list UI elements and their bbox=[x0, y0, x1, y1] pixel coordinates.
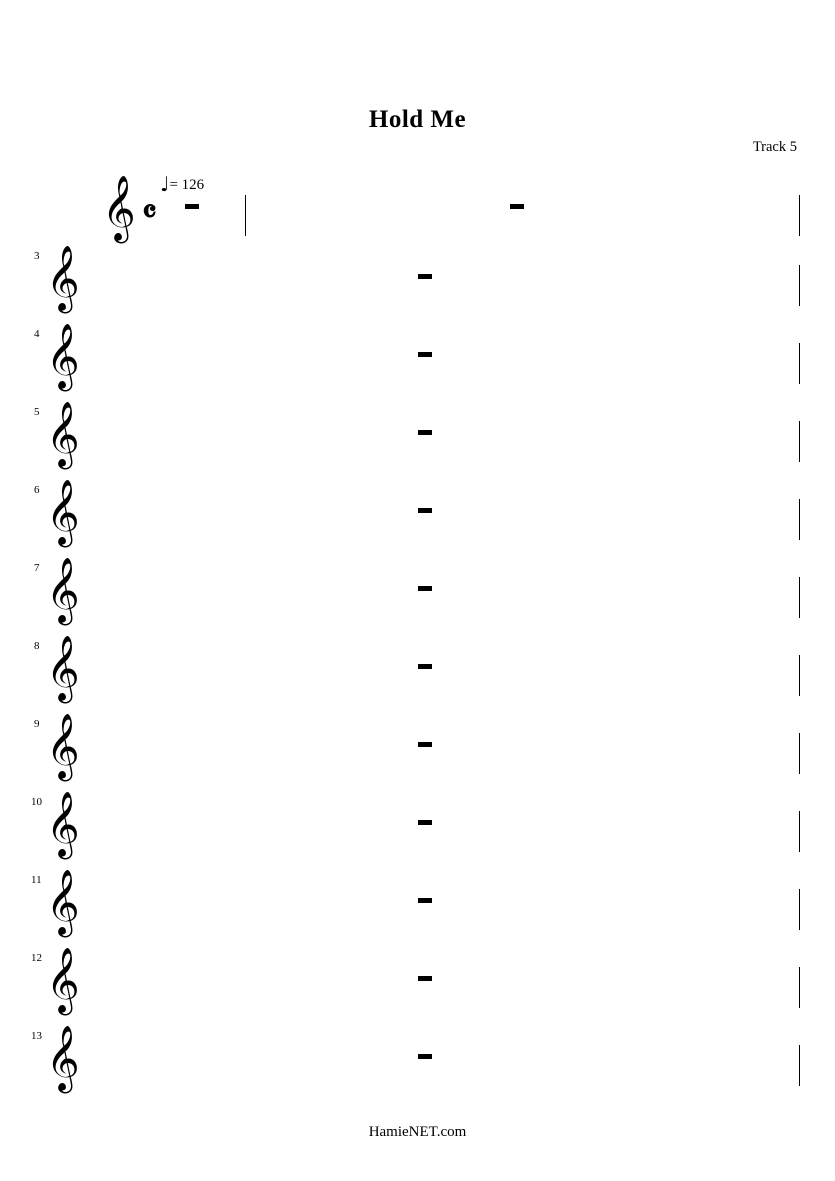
tempo-value: = 126 bbox=[169, 177, 205, 193]
treble-clef-icon: 𝄞 bbox=[46, 1025, 80, 1091]
whole-rest bbox=[418, 508, 432, 513]
barline bbox=[799, 967, 800, 1008]
whole-rest bbox=[418, 742, 432, 747]
treble-clef-icon: 𝄞 bbox=[46, 635, 80, 701]
measure-number: 12 bbox=[31, 952, 42, 964]
treble-clef-icon: 𝄞 bbox=[46, 323, 80, 389]
whole-rest bbox=[418, 352, 432, 357]
quarter-note-icon: ♩ bbox=[160, 172, 170, 196]
footer-watermark: HamieNET.com bbox=[368, 1124, 467, 1140]
whole-rest bbox=[418, 274, 432, 279]
treble-clef-icon: 𝄞 bbox=[46, 713, 80, 779]
measure-number: 7 bbox=[34, 562, 40, 574]
treble-clef-icon: 𝄞 bbox=[46, 401, 80, 467]
measure-number: 6 bbox=[34, 484, 40, 496]
treble-clef-icon: 𝄞 bbox=[46, 869, 80, 935]
page-title: Hold Me bbox=[368, 106, 467, 133]
barline bbox=[799, 655, 800, 696]
time-signature-common-time: 𝄴 bbox=[142, 192, 157, 231]
measure-number: 13 bbox=[31, 1030, 42, 1042]
treble-clef-icon: 𝄞 bbox=[46, 947, 80, 1013]
barline bbox=[799, 889, 800, 930]
whole-rest bbox=[418, 430, 432, 435]
measure-number: 9 bbox=[34, 718, 40, 730]
measure-number: 5 bbox=[34, 406, 40, 418]
barline bbox=[245, 195, 246, 236]
whole-rest bbox=[418, 586, 432, 591]
treble-clef-icon: 𝄞 bbox=[46, 791, 80, 857]
barline bbox=[799, 577, 800, 618]
barline bbox=[799, 421, 800, 462]
whole-rest bbox=[185, 204, 199, 209]
track-label: Track 5 bbox=[752, 139, 797, 155]
measure-number: 4 bbox=[34, 328, 40, 340]
measure-number: 10 bbox=[31, 796, 42, 808]
barline bbox=[799, 811, 800, 852]
measure-number: 8 bbox=[34, 640, 40, 652]
whole-rest bbox=[418, 898, 432, 903]
treble-clef-icon: 𝄞 bbox=[46, 479, 80, 545]
tempo-marking bbox=[160, 172, 204, 194]
barline bbox=[799, 343, 800, 384]
whole-rest bbox=[418, 976, 432, 981]
measure-number: 11 bbox=[31, 874, 42, 886]
whole-rest bbox=[510, 204, 524, 209]
whole-rest bbox=[418, 664, 432, 669]
treble-clef-icon: 𝄞 bbox=[102, 175, 136, 241]
whole-rest bbox=[418, 1054, 432, 1059]
whole-rest bbox=[418, 820, 432, 825]
barline bbox=[799, 1045, 800, 1086]
barline bbox=[799, 499, 800, 540]
barline bbox=[799, 195, 800, 236]
barline bbox=[799, 733, 800, 774]
treble-clef-icon: 𝄞 bbox=[46, 557, 80, 623]
measure-number: 3 bbox=[34, 250, 40, 262]
treble-clef-icon: 𝄞 bbox=[46, 245, 80, 311]
barline bbox=[799, 265, 800, 306]
